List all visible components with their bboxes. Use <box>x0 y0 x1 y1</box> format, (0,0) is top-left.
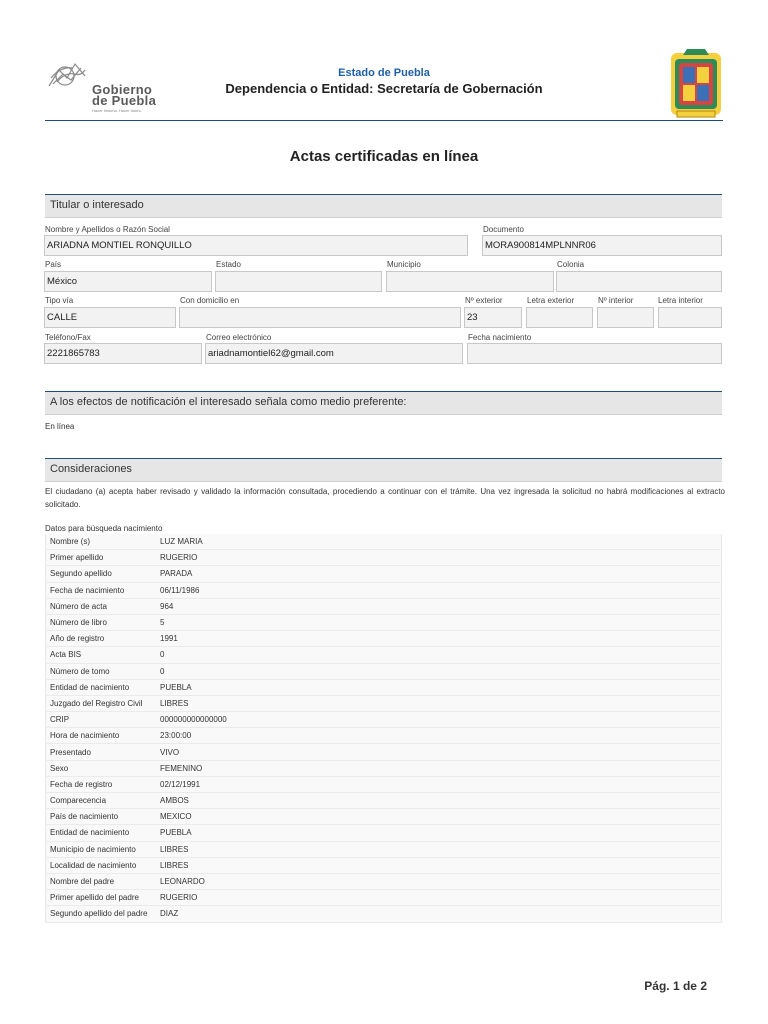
considerations-text: El ciudadano (a) acepta haber revisado y validado la información consultada, procediendo a continuar con el trámite. Una vez ingresada la solicitud no habrá modificaciones al extracto solicitado. <box>45 487 725 509</box>
table-row <box>46 760 722 776</box>
row-value: AMBOS <box>156 793 722 809</box>
document-title: Actas certificadas en línea <box>289 148 479 165</box>
ext-num-label: Nº exterior <box>465 296 503 305</box>
table-row <box>46 857 722 873</box>
table-row <box>46 906 722 922</box>
state-field <box>215 271 382 292</box>
puebla-coat-of-arms-icon <box>669 47 723 119</box>
table-row <box>46 695 722 711</box>
street-type-field: CALLE <box>44 307 176 328</box>
row-value: 1991 <box>156 631 722 647</box>
row-label: Número de libro <box>46 614 157 630</box>
birth-search-table <box>45 534 722 923</box>
table-row <box>46 582 722 598</box>
table-row <box>46 631 722 647</box>
country-label: País <box>45 260 62 269</box>
table-row <box>46 776 722 792</box>
ext-letter-label: Letra exterior <box>527 296 575 305</box>
row-label: Localidad de nacimiento <box>46 857 157 873</box>
row-value: 5 <box>156 614 722 630</box>
row-label: Primer apellido del padre <box>46 890 157 906</box>
row-value: PUEBLA <box>156 679 722 695</box>
int-num-field <box>597 307 654 328</box>
phone-field: 2221865783 <box>44 343 202 364</box>
table-row <box>46 793 722 809</box>
row-value: LIBRES <box>156 857 722 873</box>
ext-num-field: 23 <box>464 307 522 328</box>
titular-section-header <box>45 194 722 218</box>
ext-letter-field <box>526 307 593 328</box>
row-value: 0 <box>156 647 722 663</box>
notification-section-title: A los efectos de notificación el interesado señala como medio preferente: <box>50 396 407 408</box>
table-row <box>46 712 722 728</box>
row-value: 0 <box>156 663 722 679</box>
municipality-field <box>386 271 554 292</box>
table-row <box>46 647 722 663</box>
row-label: Segundo apellido <box>46 566 157 582</box>
phone-label: Teléfono/Fax <box>45 333 91 342</box>
row-value: LIBRES <box>156 841 722 857</box>
row-label: Fecha de registro <box>46 776 157 792</box>
table-row <box>46 663 722 679</box>
row-value: VIVO <box>156 744 722 760</box>
table-row <box>46 566 722 582</box>
country-field: México <box>44 271 212 292</box>
row-label: Nombre del padre <box>46 873 157 889</box>
document-label: Documento <box>483 225 524 234</box>
table-row <box>46 809 722 825</box>
row-value: DIAZ <box>156 906 722 922</box>
table-row <box>46 728 722 744</box>
colony-label: Colonia <box>557 260 585 269</box>
int-letter-label: Letra interior <box>658 296 703 305</box>
page-number: Pág. 1 de 2 <box>644 979 707 993</box>
row-value: RUGERIO <box>156 890 722 906</box>
email-label: Correo electrónico <box>206 333 272 342</box>
row-label: Municipio de nacimiento <box>46 841 157 857</box>
table-row <box>46 890 722 906</box>
row-value: PARADA <box>156 566 722 582</box>
row-label: Segundo apellido del padre <box>46 906 157 922</box>
row-label: Año de registro <box>46 631 157 647</box>
dependency-name: Dependencia o Entidad: Secretaría de Gobernación <box>225 81 543 96</box>
row-value: 23:00:00 <box>156 728 722 744</box>
row-label: Hora de nacimiento <box>46 728 157 744</box>
table-row <box>46 534 722 550</box>
logo-tagline: Hacer historia. Hacer futuro. <box>92 108 143 113</box>
row-label: CRIP <box>46 712 157 728</box>
colony-field <box>556 271 722 292</box>
row-value: RUGERIO <box>156 550 722 566</box>
row-label: Entidad de nacimiento <box>46 679 157 695</box>
row-label: Comparecencia <box>46 793 157 809</box>
logo-gobierno: Gobierno <box>92 82 153 97</box>
row-label: Número de acta <box>46 598 157 614</box>
row-label: Fecha de nacimiento <box>46 582 157 598</box>
email-field: ariadnamontiel62@gmail.com <box>205 343 463 364</box>
table-row <box>46 679 722 695</box>
notification-value: En línea <box>45 422 75 431</box>
state-name: Estado de Puebla <box>338 67 430 79</box>
row-value: 964 <box>156 598 722 614</box>
address-label: Con domicilio en <box>180 296 240 305</box>
document-header <box>45 50 723 121</box>
name-label: Nombre y Apellidos o Razón Social <box>45 225 170 234</box>
birthdate-label: Fecha nacimiento <box>468 333 532 342</box>
row-value: LIBRES <box>156 695 722 711</box>
row-label: Entidad de nacimiento <box>46 825 157 841</box>
table-row <box>46 825 722 841</box>
row-label: Primer apellido <box>46 550 157 566</box>
table-row <box>46 550 722 566</box>
row-value: LEONARDO <box>156 873 722 889</box>
considerations-section-header <box>45 458 722 482</box>
notification-section-header <box>45 391 722 415</box>
table-row <box>46 841 722 857</box>
search-data-caption: Datos para búsqueda nacimiento <box>45 524 163 533</box>
logo-de-puebla: de Puebla <box>92 93 157 108</box>
table-row <box>46 873 722 889</box>
table-row <box>46 744 722 760</box>
row-label: Acta BIS <box>46 647 157 663</box>
int-num-label: Nº interior <box>598 296 634 305</box>
document-field: MORA900814MPLNNR06 <box>482 235 722 256</box>
row-label: Presentado <box>46 744 157 760</box>
row-label: Juzgado del Registro Civil <box>46 695 157 711</box>
row-label: Nombre (s) <box>46 534 157 550</box>
state-label: Estado <box>216 260 241 269</box>
table-row <box>46 614 722 630</box>
row-value: LUZ MARIA <box>156 534 722 550</box>
street-type-label: Tipo vía <box>45 296 74 305</box>
municipality-label: Municipio <box>387 260 421 269</box>
row-value: 06/11/1986 <box>156 582 722 598</box>
row-label: Número de tomo <box>46 663 157 679</box>
row-label: País de nacimiento <box>46 809 157 825</box>
row-value: FEMENINO <box>156 760 722 776</box>
row-value: MEXICO <box>156 809 722 825</box>
row-value: 02/12/1991 <box>156 776 722 792</box>
table-row <box>46 598 722 614</box>
row-value: 000000000000000 <box>156 712 722 728</box>
int-letter-field <box>658 307 722 328</box>
birthdate-field <box>467 343 722 364</box>
name-field: ARIADNA MONTIEL RONQUILLO <box>44 235 468 256</box>
row-label: Sexo <box>46 760 157 776</box>
address-field <box>179 307 461 328</box>
titular-section-title: Titular o interesado <box>50 199 144 211</box>
considerations-section-title: Consideraciones <box>50 463 132 475</box>
row-value: PUEBLA <box>156 825 722 841</box>
